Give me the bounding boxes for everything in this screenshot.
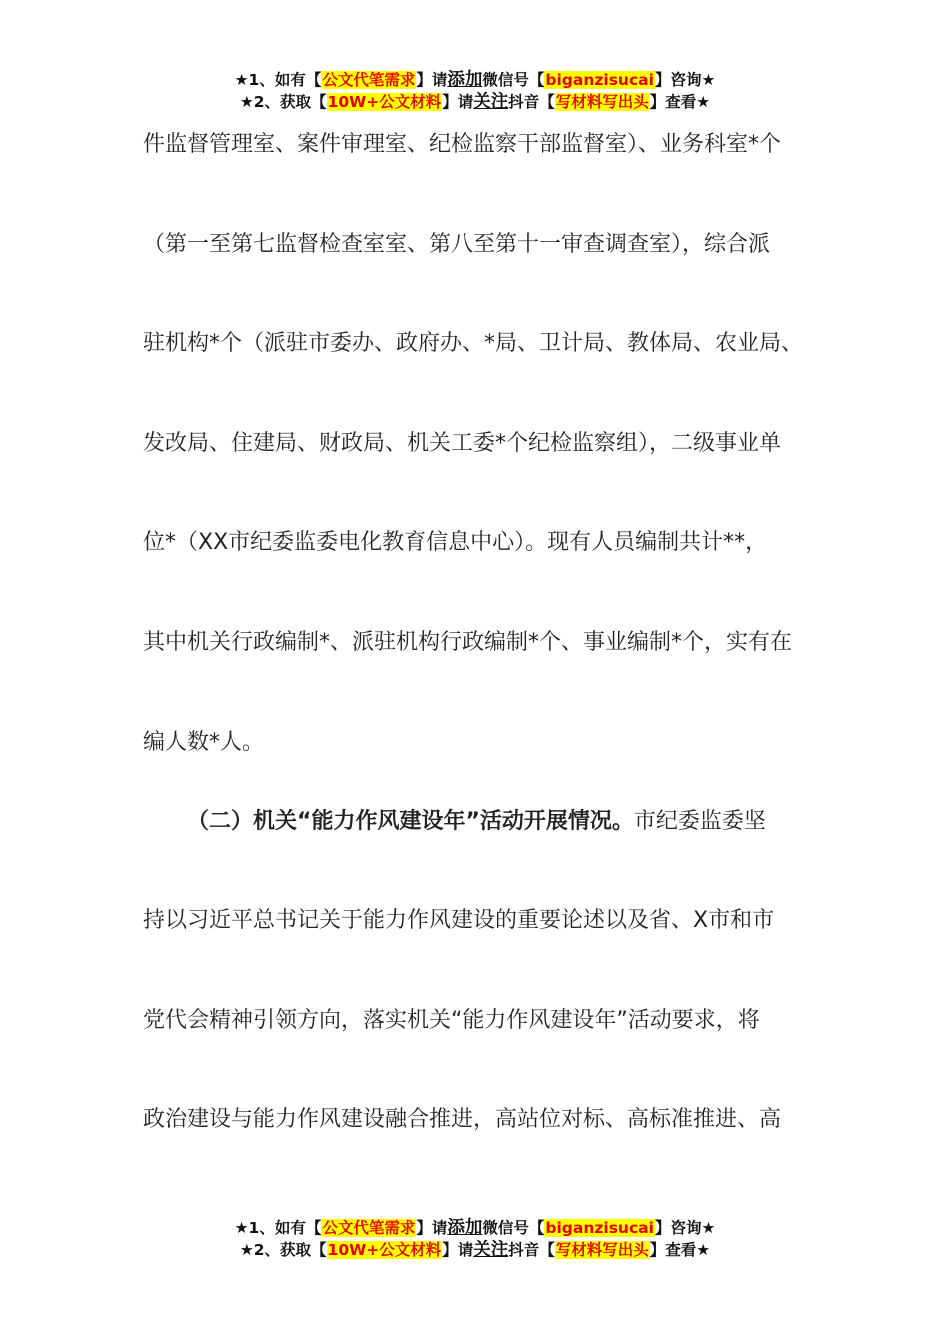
promo-line-2: [0, 1239, 950, 1261]
promo-highlight: 写材料写出头: [555, 93, 649, 111]
promo-text: 】咨询★: [654, 71, 716, 89]
body-line: 编人数*人。: [143, 730, 265, 755]
promo-text: 抖音【: [508, 93, 555, 111]
promo-highlight: 写材料写出头: [555, 1241, 649, 1259]
promo-text: ★2、获取【: [239, 1241, 327, 1259]
promo-text: 】咨询★: [654, 1219, 716, 1237]
promo-emphasis: 关注: [473, 92, 509, 112]
promo-highlight: 10W+公文材料: [327, 93, 442, 111]
promo-line-2: [0, 91, 950, 113]
promo-highlight: 公文代笔需求: [322, 71, 416, 89]
promo-line-1: [0, 69, 950, 91]
promo-text: 微信号【: [482, 71, 545, 89]
promo-text: ★1、如有【: [234, 1219, 322, 1237]
promo-highlight: 10W+公文材料: [327, 1241, 442, 1259]
promo-highlight: biganzisucai: [545, 71, 654, 89]
promo-emphasis: 添加: [447, 1218, 483, 1238]
promo-text: 微信号【: [482, 1219, 545, 1237]
promo-text: 】请: [442, 93, 474, 111]
promo-text: 】请: [416, 71, 448, 89]
promo-text: 】查看★: [649, 1241, 711, 1259]
body-line: （第一至第七监督检查室室、第八至第十一审查调查室），综合派: [143, 232, 771, 257]
promo-emphasis: 添加: [447, 70, 483, 90]
promo-highlight: 公文代笔需求: [322, 1219, 416, 1237]
section-heading-line: [187, 811, 807, 833]
section-heading: （二）机关“能力作风建设年”活动开展情况。: [187, 809, 634, 834]
body-line: 党代会精神引领方向，落实机关“能力作风建设年”活动要求，将: [143, 1008, 760, 1033]
body-line: 件监督管理室、案件审理室、纪检监察干部监督室）、业务科室*个: [143, 132, 782, 157]
promo-text: 】请: [442, 1241, 474, 1259]
body-line: 政治建设与能力作风建设融合推进，高站位对标、高标准推进、高: [143, 1107, 782, 1132]
promo-emphasis: 关注: [473, 1240, 509, 1260]
promo-highlight: biganzisucai: [545, 1219, 654, 1237]
body-line: 持以习近平总书记关于能力作风建设的重要论述以及省、X市和市: [143, 908, 775, 933]
promo-text: 】查看★: [649, 93, 711, 111]
promo-text: ★1、如有【: [234, 71, 322, 89]
promo-text: 抖音【: [508, 1241, 555, 1259]
promo-banner-bottom: [0, 1217, 950, 1261]
body-line: 位*（XX市纪委监委电化教育信息中心）。现有人员编制共计**，: [143, 530, 768, 555]
heading-continuation: 市纪委监委坚: [633, 809, 766, 834]
promo-text: 】请: [416, 1219, 448, 1237]
promo-line-1: [0, 1217, 950, 1239]
body-line: 驻机构*个（派驻市委办、政府办、*局、卫计局、教体局、农业局、: [143, 331, 804, 356]
promo-banner-top: [0, 69, 950, 113]
body-line: 发改局、住建局、财政局、机关工委*个纪检监察组），二级事业单: [143, 431, 782, 456]
body-line: 其中机关行政编制*、派驻机构行政编制*个、事业编制*个，实有在: [143, 630, 793, 655]
promo-text: ★2、获取【: [239, 93, 327, 111]
